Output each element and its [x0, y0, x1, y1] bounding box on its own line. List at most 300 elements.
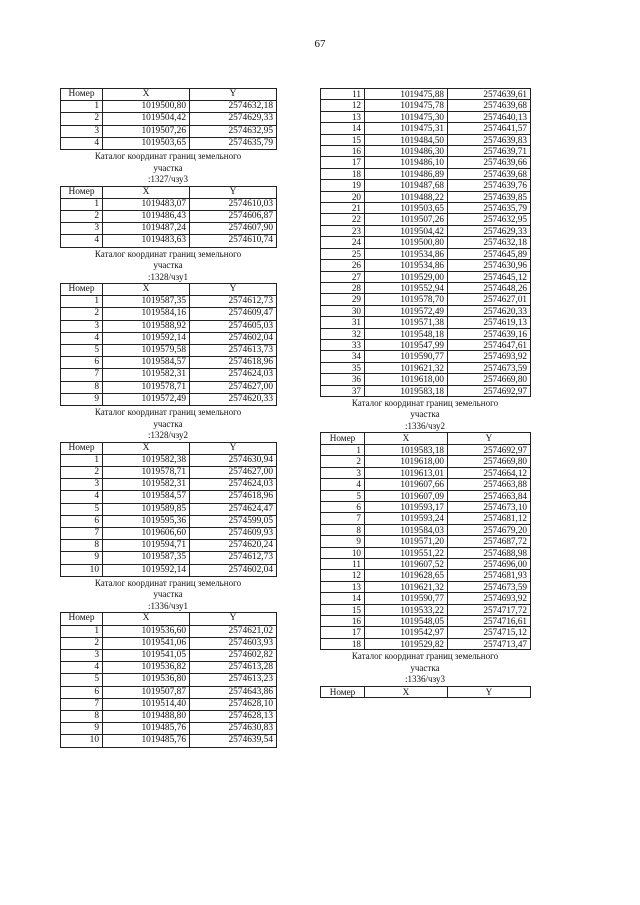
x-coordinate-cell: 1019548,05 — [365, 615, 448, 626]
catalog-caption-line: Каталог координат границ земельного — [94, 248, 242, 259]
x-coordinate-cell: 1019582,38 — [103, 454, 190, 466]
y-coordinate-cell: 2574613,28 — [190, 662, 277, 674]
y-coordinate-cell: 2574679,20 — [448, 524, 531, 535]
x-coordinate-cell: 1019475,30 — [365, 111, 448, 122]
point-number-cell: 23 — [321, 225, 365, 236]
table-row — [61, 393, 277, 405]
table-header-row — [61, 186, 277, 198]
x-coordinate-cell: 1019607,52 — [365, 558, 448, 569]
page-number: 67 — [314, 38, 326, 50]
table-row — [61, 345, 277, 357]
point-number-cell: 10 — [321, 547, 365, 558]
right-column — [320, 88, 530, 698]
header-x: X — [365, 433, 448, 444]
table-row — [321, 328, 531, 339]
y-coordinate-cell: 2574599,05 — [190, 515, 277, 527]
table-row — [321, 385, 531, 396]
catalog-caption-line: Каталог координат границ земельного — [94, 151, 242, 162]
table-row — [61, 503, 277, 515]
table-row — [61, 113, 277, 125]
table-header-row — [61, 442, 277, 454]
catalog-caption-line: :1336/чзу3 — [405, 674, 445, 685]
catalog-caption-line: Каталог координат границ земельного — [351, 397, 499, 408]
point-number-cell: 3 — [61, 125, 103, 137]
catalog-caption-line: :1327/чзу3 — [148, 174, 188, 185]
point-number-cell: 3 — [61, 223, 103, 235]
point-number-cell: 31 — [321, 317, 365, 328]
y-coordinate-cell: 2574673,59 — [448, 581, 531, 592]
catalog-block — [60, 578, 276, 748]
x-coordinate-cell: 1019584,57 — [103, 491, 190, 503]
table-row — [321, 615, 531, 626]
x-coordinate-cell: 1019592,14 — [103, 332, 190, 344]
table-row — [321, 524, 531, 535]
y-coordinate-cell: 2574640,13 — [448, 111, 531, 122]
x-coordinate-cell: 1019621,32 — [365, 581, 448, 592]
point-number-cell: 6 — [61, 357, 103, 369]
y-coordinate-cell: 2574639,61 — [448, 89, 531, 100]
x-coordinate-cell: 1019529,00 — [365, 271, 448, 282]
point-number-cell: 20 — [321, 191, 365, 202]
table-row — [321, 157, 531, 168]
catalog-caption-line: участка — [410, 409, 440, 420]
x-coordinate-cell: 1019589,85 — [103, 503, 190, 515]
header-x: X — [103, 284, 190, 296]
table-row — [61, 491, 277, 503]
point-number-cell: 18 — [321, 168, 365, 179]
catalog-block — [320, 88, 530, 397]
y-coordinate-cell: 2574620,33 — [190, 393, 277, 405]
table-row — [61, 564, 277, 576]
y-coordinate-cell: 2574639,76 — [448, 180, 531, 191]
header-y: Y — [448, 433, 531, 444]
x-coordinate-cell: 1019607,09 — [365, 490, 448, 501]
table-row — [61, 540, 277, 552]
table-row — [321, 570, 531, 581]
x-coordinate-cell: 1019582,31 — [103, 479, 190, 491]
table-row — [321, 593, 531, 604]
x-coordinate-cell: 1019503,65 — [365, 203, 448, 214]
table-row — [61, 125, 277, 137]
y-coordinate-cell: 2574639,68 — [448, 168, 531, 179]
point-number-cell: 35 — [321, 362, 365, 373]
table-row — [321, 339, 531, 350]
x-coordinate-cell: 1019594,71 — [103, 540, 190, 552]
point-number-cell: 16 — [321, 146, 365, 157]
y-coordinate-cell: 2574618,96 — [190, 491, 277, 503]
y-coordinate-cell: 2574632,95 — [190, 125, 277, 137]
point-number-cell: 4 — [61, 332, 103, 344]
x-coordinate-cell: 1019486,43 — [103, 210, 190, 222]
x-coordinate-cell: 1019504,42 — [365, 225, 448, 236]
point-number-cell: 32 — [321, 328, 365, 339]
table-row — [321, 317, 531, 328]
x-coordinate-cell: 1019584,57 — [103, 357, 190, 369]
x-coordinate-cell: 1019536,82 — [103, 662, 190, 674]
point-number-cell: 7 — [321, 513, 365, 524]
y-coordinate-cell: 2574621,02 — [190, 625, 277, 637]
point-number-cell: 1 — [321, 444, 365, 455]
table-row — [321, 513, 531, 524]
y-coordinate-cell: 2574618,96 — [190, 357, 277, 369]
point-number-cell: 6 — [61, 515, 103, 527]
point-number-cell: 5 — [61, 674, 103, 686]
point-number-cell: 24 — [321, 237, 365, 248]
x-coordinate-cell: 1019548,18 — [365, 328, 448, 339]
table-row — [61, 369, 277, 381]
point-number-cell: 9 — [61, 552, 103, 564]
y-coordinate-cell: 2574645,12 — [448, 271, 531, 282]
point-number-cell: 1 — [61, 625, 103, 637]
table-row — [61, 698, 277, 710]
point-number-cell: 13 — [321, 581, 365, 592]
x-coordinate-cell: 1019628,65 — [365, 570, 448, 581]
point-number-cell: 27 — [321, 271, 365, 282]
y-coordinate-cell: 2574606,87 — [190, 210, 277, 222]
table-row — [61, 649, 277, 661]
x-coordinate-cell: 1019487,68 — [365, 180, 448, 191]
point-number-cell: 6 — [321, 501, 365, 512]
table-row — [61, 454, 277, 466]
table-row — [321, 111, 531, 122]
y-coordinate-cell: 2574629,33 — [190, 113, 277, 125]
table-row — [61, 625, 277, 637]
catalog-block — [60, 88, 276, 150]
y-coordinate-cell: 2574605,03 — [190, 320, 277, 332]
table-row — [61, 662, 277, 674]
table-row — [61, 735, 277, 747]
point-number-cell: 26 — [321, 260, 365, 271]
y-coordinate-cell: 2574681,12 — [448, 513, 531, 524]
point-number-cell: 13 — [321, 111, 365, 122]
x-coordinate-cell: 1019572,49 — [103, 393, 190, 405]
header-number: Номер — [61, 442, 103, 454]
header-y: Y — [190, 613, 277, 625]
point-number-cell: 33 — [321, 339, 365, 350]
catalog-block — [320, 398, 530, 650]
x-coordinate-cell: 1019572,49 — [365, 305, 448, 316]
point-number-cell: 4 — [61, 662, 103, 674]
table-row — [321, 305, 531, 316]
point-number-cell: 8 — [321, 524, 365, 535]
x-coordinate-cell: 1019584,16 — [103, 308, 190, 320]
y-coordinate-cell: 2574645,89 — [448, 248, 531, 259]
header-y: Y — [448, 686, 531, 697]
point-number-cell: 14 — [321, 593, 365, 604]
x-coordinate-cell: 1019593,17 — [365, 501, 448, 512]
y-coordinate-cell: 2574632,18 — [190, 101, 277, 113]
table-row — [321, 100, 531, 111]
table-row — [321, 351, 531, 362]
point-number-cell: 4 — [61, 235, 103, 247]
table-row — [321, 604, 531, 615]
table-header-row — [61, 613, 277, 625]
y-coordinate-cell: 2574630,96 — [448, 260, 531, 271]
x-coordinate-cell: 1019583,18 — [365, 444, 448, 455]
point-number-cell: 10 — [61, 735, 103, 747]
y-coordinate-cell: 2574639,68 — [448, 100, 531, 111]
point-number-cell: 6 — [61, 686, 103, 698]
y-coordinate-cell: 2574612,73 — [190, 296, 277, 308]
table-row — [321, 271, 531, 282]
point-number-cell: 2 — [61, 113, 103, 125]
point-number-cell: 8 — [61, 540, 103, 552]
y-coordinate-cell: 2574693,92 — [448, 351, 531, 362]
table-row — [61, 308, 277, 320]
x-coordinate-cell: 1019475,88 — [365, 89, 448, 100]
point-number-cell: 34 — [321, 351, 365, 362]
header-number: Номер — [61, 613, 103, 625]
point-number-cell: 4 — [61, 137, 103, 149]
y-coordinate-cell: 2574610,74 — [190, 235, 277, 247]
catalog-caption-line: Каталог координат границ земельного — [351, 651, 499, 662]
table-row — [61, 466, 277, 478]
header-x: X — [365, 686, 448, 697]
y-coordinate-cell: 2574602,82 — [190, 649, 277, 661]
x-coordinate-cell: 1019590,77 — [365, 351, 448, 362]
point-number-cell: 3 — [61, 479, 103, 491]
coordinate-table — [60, 88, 277, 150]
x-coordinate-cell: 1019485,76 — [103, 735, 190, 747]
table-row — [321, 237, 531, 248]
x-coordinate-cell: 1019500,80 — [103, 101, 190, 113]
y-coordinate-cell: 2574632,95 — [448, 214, 531, 225]
y-coordinate-cell: 2574630,94 — [190, 454, 277, 466]
x-coordinate-cell: 1019507,87 — [103, 686, 190, 698]
point-number-cell: 14 — [321, 123, 365, 134]
x-coordinate-cell: 1019621,32 — [365, 362, 448, 373]
x-coordinate-cell: 1019595,36 — [103, 515, 190, 527]
coordinate-table — [320, 686, 531, 698]
y-coordinate-cell: 2574639,71 — [448, 146, 531, 157]
table-row — [61, 198, 277, 210]
point-number-cell: 9 — [321, 536, 365, 547]
table-row — [321, 374, 531, 385]
table-row — [321, 123, 531, 134]
y-coordinate-cell: 2574627,01 — [448, 294, 531, 305]
y-coordinate-cell: 2574643,86 — [190, 686, 277, 698]
header-y: Y — [190, 284, 277, 296]
catalog-caption-line: :1336/чзу2 — [405, 420, 445, 431]
point-number-cell: 17 — [321, 627, 365, 638]
table-row — [321, 456, 531, 467]
y-coordinate-cell: 2574609,47 — [190, 308, 277, 320]
coordinate-table — [320, 88, 531, 397]
table-row — [61, 710, 277, 722]
x-coordinate-cell: 1019483,07 — [103, 198, 190, 210]
y-coordinate-cell: 2574628,13 — [190, 710, 277, 722]
x-coordinate-cell: 1019584,03 — [365, 524, 448, 535]
catalog-caption-line: :1328/чзу1 — [148, 271, 188, 282]
y-coordinate-cell: 2574641,57 — [448, 123, 531, 134]
point-number-cell: 2 — [61, 637, 103, 649]
table-row — [321, 134, 531, 145]
table-row — [61, 723, 277, 735]
point-number-cell: 15 — [321, 134, 365, 145]
x-coordinate-cell: 1019529,82 — [365, 638, 448, 649]
table-row — [61, 527, 277, 539]
x-coordinate-cell: 1019504,42 — [103, 113, 190, 125]
y-coordinate-cell: 2574639,16 — [448, 328, 531, 339]
table-row — [321, 282, 531, 293]
y-coordinate-cell: 2574610,03 — [190, 198, 277, 210]
point-number-cell: 5 — [61, 503, 103, 515]
x-coordinate-cell: 1019488,22 — [365, 191, 448, 202]
y-coordinate-cell: 2574632,18 — [448, 237, 531, 248]
x-coordinate-cell: 1019613,01 — [365, 467, 448, 478]
table-header-row — [321, 686, 531, 697]
x-coordinate-cell: 1019587,35 — [103, 552, 190, 564]
y-coordinate-cell: 2574619,13 — [448, 317, 531, 328]
point-number-cell: 12 — [321, 100, 365, 111]
x-coordinate-cell: 1019534,86 — [365, 260, 448, 271]
y-coordinate-cell: 2574681,93 — [448, 570, 531, 581]
x-coordinate-cell: 1019488,80 — [103, 710, 190, 722]
y-coordinate-cell: 2574630,83 — [190, 723, 277, 735]
point-number-cell: 3 — [321, 467, 365, 478]
y-coordinate-cell: 2574673,10 — [448, 501, 531, 512]
x-coordinate-cell: 1019534,86 — [365, 248, 448, 259]
y-coordinate-cell: 2574664,12 — [448, 467, 531, 478]
y-coordinate-cell: 2574716,61 — [448, 615, 531, 626]
x-coordinate-cell: 1019587,35 — [103, 296, 190, 308]
table-row — [61, 479, 277, 491]
y-coordinate-cell: 2574627,00 — [190, 381, 277, 393]
y-coordinate-cell: 2574628,10 — [190, 698, 277, 710]
x-coordinate-cell: 1019536,80 — [103, 674, 190, 686]
table-row — [321, 168, 531, 179]
x-coordinate-cell: 1019485,76 — [103, 723, 190, 735]
x-coordinate-cell: 1019582,31 — [103, 369, 190, 381]
header-x: X — [103, 613, 190, 625]
x-coordinate-cell: 1019475,78 — [365, 100, 448, 111]
point-number-cell: 37 — [321, 385, 365, 396]
point-number-cell: 29 — [321, 294, 365, 305]
y-coordinate-cell: 2574627,00 — [190, 466, 277, 478]
y-coordinate-cell: 2574620,33 — [448, 305, 531, 316]
point-number-cell: 4 — [61, 491, 103, 503]
point-number-cell: 2 — [321, 456, 365, 467]
table-row — [321, 638, 531, 649]
y-coordinate-cell: 2574647,61 — [448, 339, 531, 350]
x-coordinate-cell: 1019606,60 — [103, 527, 190, 539]
catalog-caption-line: участка — [153, 162, 183, 173]
table-row — [321, 191, 531, 202]
x-coordinate-cell: 1019484,50 — [365, 134, 448, 145]
table-header-row — [61, 284, 277, 296]
header-number: Номер — [61, 89, 103, 101]
coordinate-table — [60, 442, 277, 577]
table-row — [321, 536, 531, 547]
y-coordinate-cell: 2574620,24 — [190, 540, 277, 552]
catalog-caption-line: участка — [153, 260, 183, 271]
x-coordinate-cell: 1019552,94 — [365, 282, 448, 293]
y-coordinate-cell: 2574715,12 — [448, 627, 531, 638]
header-number: Номер — [321, 686, 365, 697]
table-row — [321, 581, 531, 592]
x-coordinate-cell: 1019593,24 — [365, 513, 448, 524]
table-row — [321, 214, 531, 225]
point-number-cell: 1 — [61, 454, 103, 466]
coordinate-table — [60, 186, 277, 248]
x-coordinate-cell: 1019507,26 — [365, 214, 448, 225]
y-coordinate-cell: 2574612,73 — [190, 552, 277, 564]
y-coordinate-cell: 2574663,84 — [448, 490, 531, 501]
header-number: Номер — [321, 433, 365, 444]
point-number-cell: 2 — [61, 466, 103, 478]
table-row — [321, 444, 531, 455]
x-coordinate-cell: 1019487,24 — [103, 223, 190, 235]
y-coordinate-cell: 2574639,54 — [190, 735, 277, 747]
table-row — [321, 490, 531, 501]
table-header-row — [61, 89, 277, 101]
x-coordinate-cell: 1019533,22 — [365, 604, 448, 615]
header-y: Y — [190, 442, 277, 454]
point-number-cell: 15 — [321, 604, 365, 615]
table-row — [321, 547, 531, 558]
catalog-caption-line: :1336/чзу1 — [148, 600, 188, 611]
header-y: Y — [190, 186, 277, 198]
point-number-cell: 2 — [61, 308, 103, 320]
y-coordinate-cell: 2574639,83 — [448, 134, 531, 145]
y-coordinate-cell: 2574607,90 — [190, 223, 277, 235]
x-coordinate-cell: 1019590,77 — [365, 593, 448, 604]
point-number-cell: 1 — [61, 198, 103, 210]
catalog-caption-line: :1328/чзу2 — [148, 430, 188, 441]
point-number-cell: 25 — [321, 248, 365, 259]
table-row — [61, 235, 277, 247]
point-number-cell: 7 — [61, 369, 103, 381]
catalog-caption-line: участка — [410, 662, 440, 673]
x-coordinate-cell: 1019547,99 — [365, 339, 448, 350]
x-coordinate-cell: 1019551,22 — [365, 547, 448, 558]
table-row — [61, 357, 277, 369]
y-coordinate-cell: 2574624,03 — [190, 479, 277, 491]
table-row — [321, 479, 531, 490]
x-coordinate-cell: 1019507,26 — [103, 125, 190, 137]
table-row — [321, 294, 531, 305]
coordinate-table — [320, 432, 531, 650]
x-coordinate-cell: 1019486,10 — [365, 157, 448, 168]
table-row — [321, 248, 531, 259]
point-number-cell: 12 — [321, 570, 365, 581]
table-row — [61, 101, 277, 113]
table-row — [61, 381, 277, 393]
point-number-cell: 5 — [61, 345, 103, 357]
table-row — [61, 637, 277, 649]
point-number-cell: 9 — [61, 723, 103, 735]
point-number-cell: 36 — [321, 374, 365, 385]
table-row — [321, 225, 531, 236]
y-coordinate-cell: 2574692,97 — [448, 385, 531, 396]
header-x: X — [103, 186, 190, 198]
point-number-cell: 1 — [61, 101, 103, 113]
point-number-cell: 4 — [321, 479, 365, 490]
point-number-cell: 7 — [61, 698, 103, 710]
point-number-cell: 7 — [61, 527, 103, 539]
coordinate-table — [60, 612, 277, 747]
header-number: Номер — [61, 186, 103, 198]
y-coordinate-cell: 2574696,00 — [448, 558, 531, 569]
y-coordinate-cell: 2574629,33 — [448, 225, 531, 236]
table-row — [321, 558, 531, 569]
catalog-block — [60, 407, 276, 577]
x-coordinate-cell: 1019579,58 — [103, 345, 190, 357]
catalog-block — [320, 651, 530, 698]
table-row — [61, 210, 277, 222]
x-coordinate-cell: 1019618,00 — [365, 456, 448, 467]
table-row — [321, 89, 531, 100]
